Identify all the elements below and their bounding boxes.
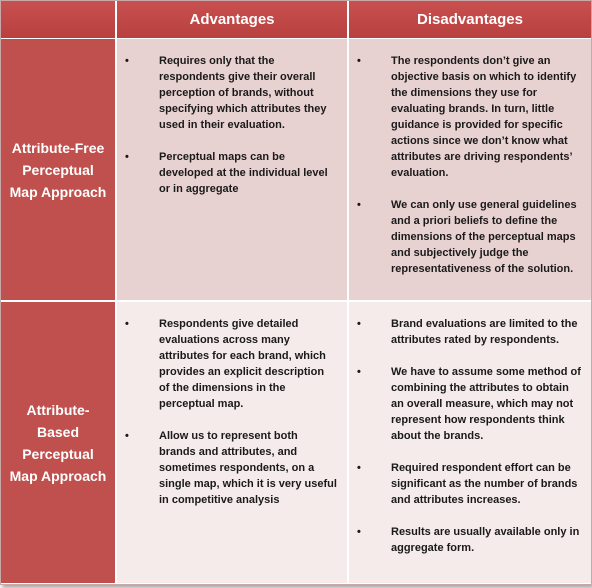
- cell-attribute-based-advantages: [117, 302, 347, 583]
- list-item: [349, 460, 591, 508]
- row-label-attribute-based: Attribute-Based Perceptual Map Approach: [1, 302, 115, 583]
- bullet-text: Results are usually available only in aggregate form.: [391, 526, 580, 554]
- bullet-icon: •: [125, 430, 129, 442]
- bullet-icon: •: [357, 199, 361, 211]
- list-item: [117, 53, 347, 133]
- list-item: [117, 428, 347, 508]
- header-disadvantages: Disadvantages: [349, 1, 591, 38]
- bullet-text: Respondents give detailed evaluations across many attributes for each brand, which provides an explicit description of the dimensions in the perceptual map.: [159, 318, 326, 410]
- bullet-text: The respondents don’t give an objective basis on which to identify the dimensions they use for evaluating brands. In turn, little guidance is provided for specific actions since we don’t know what attributes are driving respondents’ evaluation.: [391, 55, 577, 179]
- header-advantages: Advantages: [117, 1, 347, 38]
- bullet-text: We have to assume some method of combining the attributes to obtain an overall measure, which may not represent how respondents think about the brands.: [391, 366, 581, 442]
- bullet-icon: •: [357, 366, 361, 378]
- bullet-icon: •: [357, 55, 361, 67]
- list-item: [349, 197, 591, 277]
- bullet-icon: •: [125, 151, 129, 163]
- bullet-text: Brand evaluations are limited to the attributes rated by respondents.: [391, 318, 578, 346]
- bullet-icon: •: [357, 526, 361, 538]
- bullet-icon: •: [125, 318, 129, 330]
- bullet-text: Allow us to represent both brands and attributes, and sometimes respondents, on a single map, which it is very useful in competitive analysis: [159, 430, 337, 506]
- list-item: [349, 53, 591, 181]
- column-divider: [347, 39, 349, 584]
- bullet-text: Perceptual maps can be developed at the individual level or in aggregate: [159, 151, 328, 195]
- row-divider: [1, 300, 591, 302]
- list-item: [349, 364, 591, 444]
- bullet-text: We can only use general guidelines and a priori beliefs to define the dimensions of the perceptual maps and subjectively judge the representativeness of the solution.: [391, 199, 577, 275]
- list-item: [117, 316, 347, 412]
- bullet-text: Required respondent effort can be significant as the number of brands and attributes increases.: [391, 462, 578, 506]
- header-corner-cell: [1, 1, 115, 38]
- row-label-attribute-free: Attribute-Free Perceptual Map Approach: [1, 39, 115, 300]
- cell-attribute-free-disadvantages: [349, 39, 591, 300]
- bullet-icon: •: [357, 462, 361, 474]
- cell-attribute-free-advantages: [117, 39, 347, 300]
- column-divider: [115, 39, 117, 584]
- bullet-text: Requires only that the respondents give their overall perception of brands, without specifying which attributes they used in their evaluation.: [159, 55, 327, 131]
- list-item: [349, 316, 591, 348]
- cell-attribute-based-disadvantages: [349, 302, 591, 583]
- list-item: [349, 524, 591, 556]
- bullet-icon: •: [357, 318, 361, 330]
- bullet-icon: •: [125, 55, 129, 67]
- list-item: [117, 149, 347, 197]
